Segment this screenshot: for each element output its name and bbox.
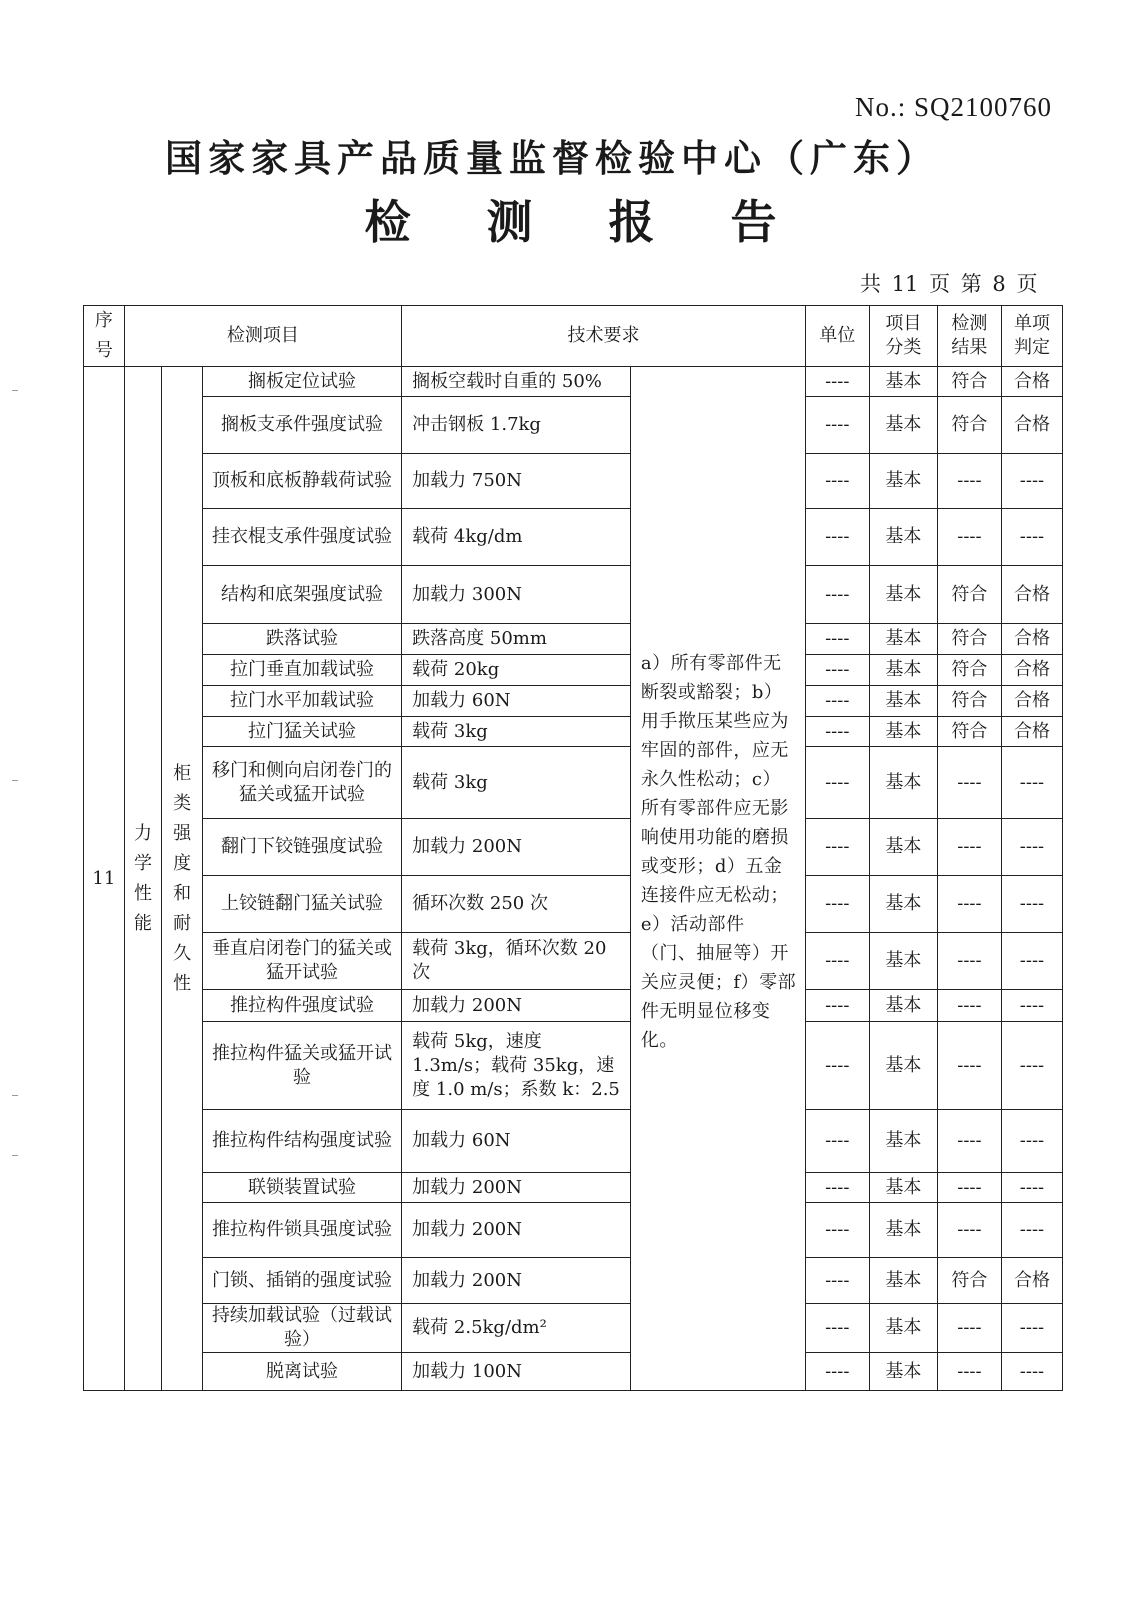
item-cell: 联锁装置试验 bbox=[202, 1173, 401, 1203]
unit-cell: ---- bbox=[805, 1022, 869, 1110]
unit-cell: ---- bbox=[805, 1258, 869, 1304]
result-cell: 符合 bbox=[937, 717, 1001, 747]
requirement-cell: 载荷 3kg bbox=[402, 747, 631, 819]
requirement-cell: 冲击钢板 1.7kg bbox=[402, 397, 631, 454]
category-cell: 基本 bbox=[869, 747, 937, 819]
item-cell: 顶板和底板静载荷试验 bbox=[202, 454, 401, 509]
category-cell: 基本 bbox=[869, 397, 937, 454]
header-judgment: 单项判定 bbox=[1001, 306, 1062, 367]
result-cell: 符合 bbox=[937, 397, 1001, 454]
requirement-cell: 加载力 60N bbox=[402, 686, 631, 717]
judgment-cell: 合格 bbox=[1001, 686, 1062, 717]
unit-cell: ---- bbox=[805, 1173, 869, 1203]
table-row bbox=[84, 1110, 1063, 1173]
judgment-cell: 合格 bbox=[1001, 367, 1062, 397]
requirement-cell: 加载力 200N bbox=[402, 1203, 631, 1258]
table-row bbox=[84, 624, 1063, 655]
category-cell: 基本 bbox=[869, 509, 937, 566]
unit-cell: ---- bbox=[805, 933, 869, 990]
result-cell: ---- bbox=[937, 747, 1001, 819]
inspection-table bbox=[83, 305, 1063, 1391]
unit-cell: ---- bbox=[805, 509, 869, 566]
requirement-cell: 载荷 4kg/dm bbox=[402, 509, 631, 566]
header-requirement: 技术要求 bbox=[402, 306, 806, 367]
page-info: 共 11 页 第 8 页 bbox=[860, 272, 1038, 296]
item-cell: 搁板定位试验 bbox=[202, 367, 401, 397]
table-row bbox=[84, 1258, 1063, 1304]
category-cell: 基本 bbox=[869, 566, 937, 624]
requirement-cell: 加载力 200N bbox=[402, 1173, 631, 1203]
judgment-cell: 合格 bbox=[1001, 624, 1062, 655]
item-cell: 结构和底架强度试验 bbox=[202, 566, 401, 624]
table-row bbox=[84, 566, 1063, 624]
requirement-cell: 加载力 200N bbox=[402, 819, 631, 876]
unit-cell: ---- bbox=[805, 624, 869, 655]
unit-cell: ---- bbox=[805, 367, 869, 397]
unit-cell: ---- bbox=[805, 876, 869, 933]
category-cell: 基本 bbox=[869, 1353, 937, 1391]
result-cell: ---- bbox=[937, 1353, 1001, 1391]
result-cell: ---- bbox=[937, 454, 1001, 509]
unit-cell: ---- bbox=[805, 1203, 869, 1258]
category-cell: 基本 bbox=[869, 1203, 937, 1258]
result-cell: ---- bbox=[937, 1203, 1001, 1258]
category-cell: 基本 bbox=[869, 1110, 937, 1173]
result-cell: 符合 bbox=[937, 655, 1001, 686]
item-cell: 推拉构件锁具强度试验 bbox=[202, 1203, 401, 1258]
judgment-cell: ---- bbox=[1001, 747, 1062, 819]
table-row bbox=[84, 1353, 1063, 1391]
table-row bbox=[84, 397, 1063, 454]
category-cell: 基本 bbox=[869, 1258, 937, 1304]
requirement-cell: 跌落高度 50mm bbox=[402, 624, 631, 655]
item-cell: 挂衣棍支承件强度试验 bbox=[202, 509, 401, 566]
item-cell: 持续加载试验（过载试验） bbox=[202, 1304, 401, 1353]
item-cell: 门锁、插销的强度试验 bbox=[202, 1258, 401, 1304]
scan-mark bbox=[12, 780, 18, 781]
judgment-cell: 合格 bbox=[1001, 566, 1062, 624]
judgment-cell: ---- bbox=[1001, 509, 1062, 566]
table-row bbox=[84, 747, 1063, 819]
category-cell: 基本 bbox=[869, 933, 937, 990]
item-cell: 脱离试验 bbox=[202, 1353, 401, 1391]
table-row bbox=[84, 1304, 1063, 1353]
requirement-cell: 加载力 100N bbox=[402, 1353, 631, 1391]
report-number: No.: SQ2100760 bbox=[855, 92, 1053, 122]
result-cell: ---- bbox=[937, 1022, 1001, 1110]
category-cell: 基本 bbox=[869, 876, 937, 933]
requirement-cell: 搁板空载时自重的 50% bbox=[402, 367, 631, 397]
requirement-cell: 加载力 200N bbox=[402, 990, 631, 1022]
result-cell: 符合 bbox=[937, 624, 1001, 655]
requirement-cell: 载荷 20kg bbox=[402, 655, 631, 686]
unit-cell: ---- bbox=[805, 717, 869, 747]
table-row bbox=[84, 686, 1063, 717]
item-cell: 推拉构件结构强度试验 bbox=[202, 1110, 401, 1173]
header-unit: 单位 bbox=[805, 306, 869, 367]
common-requirement-cell: a）所有零部件无断裂或豁裂；b）用手揿压某些应为牢固的部件，应无永久性松动；c）所有零部件应无影响使用功能的磨损或变形；d）五金连接件应无松动；e）活动部件（门、抽屉等）开关应灵便；f）零部件无明显位移变化。 bbox=[630, 367, 805, 1391]
result-cell: ---- bbox=[937, 819, 1001, 876]
item-cell: 搁板支承件强度试验 bbox=[202, 397, 401, 454]
table-body bbox=[84, 367, 1063, 1391]
table-row bbox=[84, 655, 1063, 686]
item-cell: 推拉构件猛关或猛开试验 bbox=[202, 1022, 401, 1110]
unit-cell: ---- bbox=[805, 1110, 869, 1173]
item-cell: 跌落试验 bbox=[202, 624, 401, 655]
document-title: 检 测 报 告 bbox=[364, 195, 807, 249]
category-cell: 基本 bbox=[869, 1173, 937, 1203]
judgment-cell: ---- bbox=[1001, 1353, 1062, 1391]
table-row bbox=[84, 876, 1063, 933]
organization-title: 国家家具产品质量监督检验中心（广东） bbox=[165, 136, 939, 180]
category-cell: 基本 bbox=[869, 1304, 937, 1353]
result-cell: ---- bbox=[937, 876, 1001, 933]
judgment-cell: 合格 bbox=[1001, 655, 1062, 686]
judgment-cell: 合格 bbox=[1001, 397, 1062, 454]
unit-cell: ---- bbox=[805, 819, 869, 876]
result-cell: 符合 bbox=[937, 566, 1001, 624]
judgment-cell: 合格 bbox=[1001, 717, 1062, 747]
requirement-cell: 载荷 5kg，速度 1.3m/s；载荷 35kg，速度 1.0 m/s；系数 k：2.5 bbox=[402, 1022, 631, 1110]
header-seq: 序号 bbox=[84, 306, 125, 367]
item-cell: 拉门猛关试验 bbox=[202, 717, 401, 747]
judgment-cell: 合格 bbox=[1001, 1258, 1062, 1304]
requirement-cell: 循环次数 250 次 bbox=[402, 876, 631, 933]
judgment-cell: ---- bbox=[1001, 1173, 1062, 1203]
unit-cell: ---- bbox=[805, 686, 869, 717]
unit-cell: ---- bbox=[805, 655, 869, 686]
result-cell: 符合 bbox=[937, 367, 1001, 397]
group-sub-cell: 柜类强度和耐久性 bbox=[162, 367, 203, 1391]
requirement-cell: 加载力 300N bbox=[402, 566, 631, 624]
item-cell: 翻门下铰链强度试验 bbox=[202, 819, 401, 876]
judgment-cell: ---- bbox=[1001, 819, 1062, 876]
table-row bbox=[84, 1203, 1063, 1258]
judgment-cell: ---- bbox=[1001, 1203, 1062, 1258]
item-cell: 推拉构件强度试验 bbox=[202, 990, 401, 1022]
header-result: 检测结果 bbox=[937, 306, 1001, 367]
result-cell: 符合 bbox=[937, 686, 1001, 717]
unit-cell: ---- bbox=[805, 747, 869, 819]
category-cell: 基本 bbox=[869, 624, 937, 655]
unit-cell: ---- bbox=[805, 454, 869, 509]
table-row bbox=[84, 933, 1063, 990]
judgment-cell: ---- bbox=[1001, 454, 1062, 509]
category-cell: 基本 bbox=[869, 717, 937, 747]
judgment-cell: ---- bbox=[1001, 1304, 1062, 1353]
judgment-cell: ---- bbox=[1001, 933, 1062, 990]
table-row bbox=[84, 990, 1063, 1022]
requirement-cell: 载荷 3kg bbox=[402, 717, 631, 747]
unit-cell: ---- bbox=[805, 566, 869, 624]
item-cell: 上铰链翻门猛关试验 bbox=[202, 876, 401, 933]
unit-cell: ---- bbox=[805, 1304, 869, 1353]
result-cell: ---- bbox=[937, 1110, 1001, 1173]
result-cell: 符合 bbox=[937, 1258, 1001, 1304]
header-item: 检测项目 bbox=[124, 306, 402, 367]
item-cell: 垂直启闭卷门的猛关或猛开试验 bbox=[202, 933, 401, 990]
result-cell: ---- bbox=[937, 933, 1001, 990]
judgment-cell: ---- bbox=[1001, 1022, 1062, 1110]
table-row bbox=[84, 367, 1063, 397]
category-cell: 基本 bbox=[869, 990, 937, 1022]
seq-cell: 11 bbox=[84, 367, 125, 1391]
header-category: 项目分类 bbox=[869, 306, 937, 367]
scan-mark bbox=[12, 1095, 18, 1096]
unit-cell: ---- bbox=[805, 1353, 869, 1391]
table-row bbox=[84, 1022, 1063, 1110]
category-cell: 基本 bbox=[869, 819, 937, 876]
result-cell: ---- bbox=[937, 1304, 1001, 1353]
table-row bbox=[84, 454, 1063, 509]
requirement-cell: 加载力 750N bbox=[402, 454, 631, 509]
group-main-cell: 力学性能 bbox=[124, 367, 162, 1391]
table-row bbox=[84, 717, 1063, 747]
category-cell: 基本 bbox=[869, 655, 937, 686]
scan-mark bbox=[12, 1155, 18, 1156]
result-cell: ---- bbox=[937, 990, 1001, 1022]
category-cell: 基本 bbox=[869, 454, 937, 509]
item-cell: 拉门垂直加载试验 bbox=[202, 655, 401, 686]
category-cell: 基本 bbox=[869, 1022, 937, 1110]
table-row bbox=[84, 1173, 1063, 1203]
judgment-cell: ---- bbox=[1001, 990, 1062, 1022]
scan-mark bbox=[12, 390, 18, 391]
judgment-cell: ---- bbox=[1001, 876, 1062, 933]
result-cell: ---- bbox=[937, 1173, 1001, 1203]
requirement-cell: 载荷 2.5kg/dm² bbox=[402, 1304, 631, 1353]
item-cell: 移门和侧向启闭卷门的猛关或猛开试验 bbox=[202, 747, 401, 819]
requirement-cell: 加载力 60N bbox=[402, 1110, 631, 1173]
table-row bbox=[84, 509, 1063, 566]
table-header-row bbox=[84, 306, 1063, 367]
category-cell: 基本 bbox=[869, 686, 937, 717]
table-row bbox=[84, 819, 1063, 876]
unit-cell: ---- bbox=[805, 397, 869, 454]
item-cell: 拉门水平加载试验 bbox=[202, 686, 401, 717]
judgment-cell: ---- bbox=[1001, 1110, 1062, 1173]
category-cell: 基本 bbox=[869, 367, 937, 397]
requirement-cell: 载荷 3kg，循环次数 20 次 bbox=[402, 933, 631, 990]
requirement-cell: 加载力 200N bbox=[402, 1258, 631, 1304]
result-cell: ---- bbox=[937, 509, 1001, 566]
unit-cell: ---- bbox=[805, 990, 869, 1022]
